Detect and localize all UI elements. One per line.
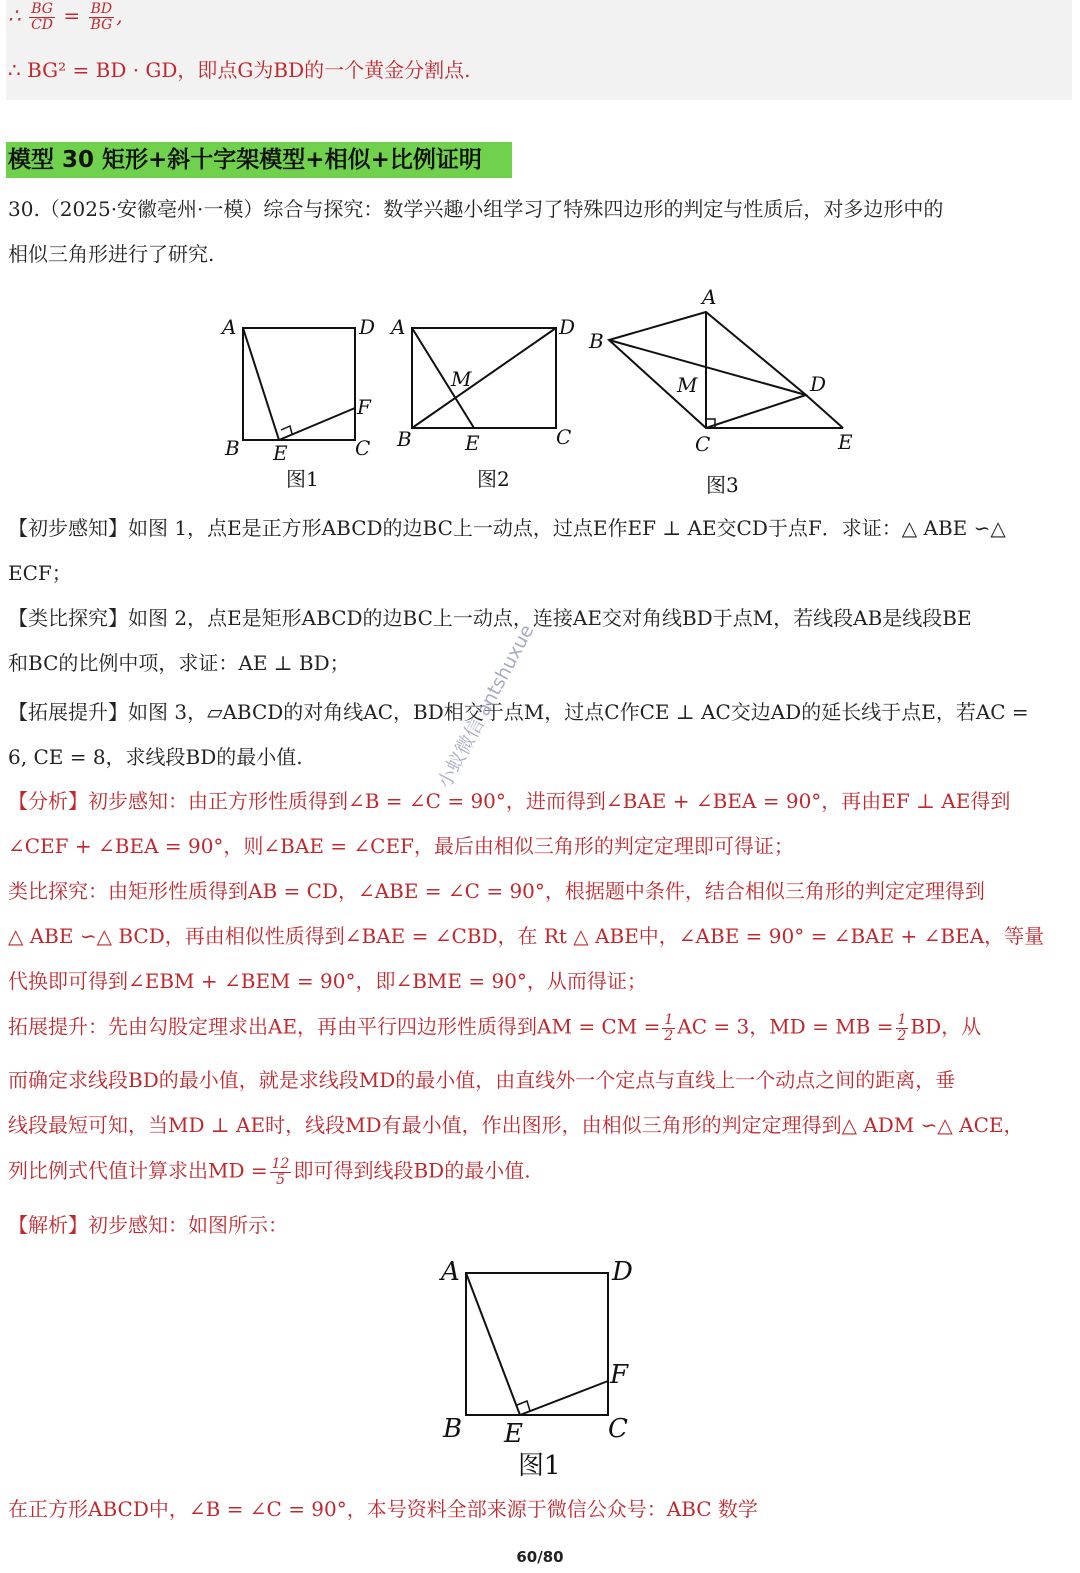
label-c: C	[556, 425, 572, 449]
label-b: B	[225, 436, 240, 460]
analysis-line-9	[8, 1157, 531, 1187]
label-b: B	[589, 329, 604, 353]
figure-3	[609, 312, 843, 428]
text-segment: AC = 3，MD = MB =	[677, 1014, 894, 1039]
therefore-symbol: ∴	[8, 3, 21, 28]
right-angle-mark	[281, 426, 292, 434]
fraction-bg-cd	[29, 2, 55, 32]
previous-answer-line-1	[8, 2, 123, 32]
label-d: D	[810, 372, 827, 396]
square-abcd	[243, 328, 355, 440]
extension-de	[806, 395, 843, 428]
diagonal-bd	[412, 328, 556, 428]
label-f: F	[610, 1360, 629, 1390]
parallelogram-abcd	[609, 312, 806, 428]
figure-caption: 图1	[518, 1451, 561, 1481]
label-a: A	[702, 285, 717, 309]
frac-num: 12	[271, 1156, 290, 1172]
solution-figure-1	[436, 1255, 640, 1481]
part-1-line-1: 【初步感知】如图 1，点E是正方形ABCD的边BC上一动点，过点E作EF ⊥ AE交CD于点F．求证：△ ABE ∽△	[8, 516, 1006, 540]
comma: ,	[116, 3, 123, 28]
solution-heading: 【解析】初步感知：如图所示：	[8, 1213, 288, 1237]
label-m: M	[451, 367, 472, 391]
text-segment: 拓展提升：先由勾股定理求出AE，再由平行四边形性质得到AM = CM =	[8, 1014, 661, 1039]
frac-den: BG	[90, 16, 113, 33]
analysis-line-1: 【分析】初步感知：由正方形性质得到∠B = ∠C = 90°，进而得到∠BAE + ∠BEA = 90°，再由EF ⊥ AE得到	[8, 789, 1011, 813]
label-c: C	[355, 436, 371, 460]
previous-answer-line-2: ∴ BG² = BD · GD，即点G为BD的一个黄金分割点.	[8, 58, 471, 82]
label-f: F	[357, 395, 371, 419]
frac-den: 5	[276, 1171, 286, 1188]
label-c: C	[608, 1414, 628, 1444]
frac-num: 1	[897, 1012, 907, 1028]
figure-2	[412, 328, 556, 428]
frac-den: CD	[31, 16, 54, 33]
label-b: B	[443, 1414, 463, 1444]
figure-1	[243, 328, 355, 440]
label-a: A	[391, 315, 406, 339]
figure-3-caption: 图3	[706, 473, 739, 497]
label-e: E	[273, 441, 288, 465]
part-1-line-2: ECF；	[8, 561, 72, 585]
fraction-twelve-fifths	[270, 1157, 292, 1187]
solution-last-line: 在正方形ABCD中，∠B = ∠C = 90°，本号资料全部来源于微信公众号：ABC 数学	[8, 1497, 758, 1521]
label-d: D	[612, 1257, 633, 1287]
analysis-line-6	[8, 1013, 981, 1043]
analysis-line-8: 线段最短可知，当MD ⊥ AE时，线段MD有最小值，作出图形，由相似三角形的判定定理得到△ ADM ∽△ ACE，	[8, 1113, 1024, 1137]
label-a: A	[222, 315, 237, 339]
part-2-line-1: 【类比探究】如图 2，点E是矩形ABCD的边BC上一动点，连接AE交对角线BD于点M，若线段AB是线段BE	[8, 606, 972, 630]
fraction-one-half	[896, 1013, 909, 1043]
figure-2-caption: 图2	[477, 467, 510, 491]
question-line-1: 30.（2025·安徽亳州·一模）综合与探究：数学兴趣小组学习了特殊四边形的判定与性质后，对多边形中的	[8, 197, 944, 221]
frac-num: 1	[664, 1012, 674, 1028]
label-d: D	[559, 315, 576, 339]
label-e: E	[465, 431, 480, 455]
watermark: 小蚁微信 antshuxue	[433, 621, 539, 793]
analysis-line-2: ∠CEF + ∠BEA = 90°，则∠BAE = ∠CEF，最后由相似三角形的判定定理即可得证；	[8, 834, 794, 858]
previous-answer-box	[6, 0, 1072, 100]
analysis-line-3: 类比探究：由矩形性质得到AB = CD，∠ABE = ∠C = 90°，根据题中条件，结合相似三角形的判定定理得到	[8, 879, 985, 903]
page-number: 60/80	[516, 1548, 564, 1566]
fraction-bd-bg	[89, 2, 115, 32]
label-a: A	[441, 1257, 460, 1287]
segment-ef	[279, 408, 355, 440]
part-3-line-1: 【拓展提升】如图 3，▱ABCD的对角线AC，BD相交于点M，过点C作CE ⊥ AC交边AD的延长线于点E，若AC =	[8, 700, 1029, 724]
label-m: M	[677, 373, 698, 397]
model-title: 模型 30 矩形+斜十字架模型+相似+比例证明	[6, 142, 512, 178]
segment-ae	[243, 328, 279, 440]
problem-figures	[0, 280, 1080, 500]
figure-1-caption: 图1	[286, 467, 319, 491]
analysis-line-5: 代换即可得到∠EBM + ∠BEM = 90°，即∠BME = 90°，从而得证；	[8, 969, 647, 993]
part-2-line-2: 和BC的比例中项，求证：AE ⊥ BD；	[8, 651, 350, 675]
frac-num: BD	[89, 2, 115, 18]
analysis-line-7: 而确定求线段BD的最小值，就是求线段MD的最小值，由直线外一个定点与直线上一个动点之间的距离，垂	[8, 1068, 956, 1092]
frac-num: BG	[29, 2, 55, 18]
analysis-line-4: △ ABE ∽△ BCD，再由相似性质得到∠BAE = ∠CBD，在 Rt △ ABE中，∠ABE = 90° = ∠BAE + ∠BEA，等量	[8, 924, 1045, 948]
text-segment: 即可得到线段BD的最小值.	[293, 1158, 531, 1183]
fraction-one-half	[662, 1013, 675, 1043]
label-d: D	[359, 315, 376, 339]
frac-den: 2	[897, 1027, 907, 1044]
text-segment: 列比例式代值计算求出MD =	[8, 1158, 268, 1183]
label-e: E	[504, 1419, 523, 1449]
label-e: E	[838, 430, 853, 454]
label-c: C	[695, 432, 711, 456]
equals-sign: =	[63, 3, 81, 28]
question-line-2: 相似三角形进行了研究.	[8, 242, 215, 266]
frac-den: 2	[664, 1027, 674, 1044]
text-segment: BD，从	[910, 1014, 982, 1039]
part-3-line-2: 6, CE = 8，求线段BD的最小值.	[8, 745, 303, 769]
label-b: B	[397, 427, 412, 451]
